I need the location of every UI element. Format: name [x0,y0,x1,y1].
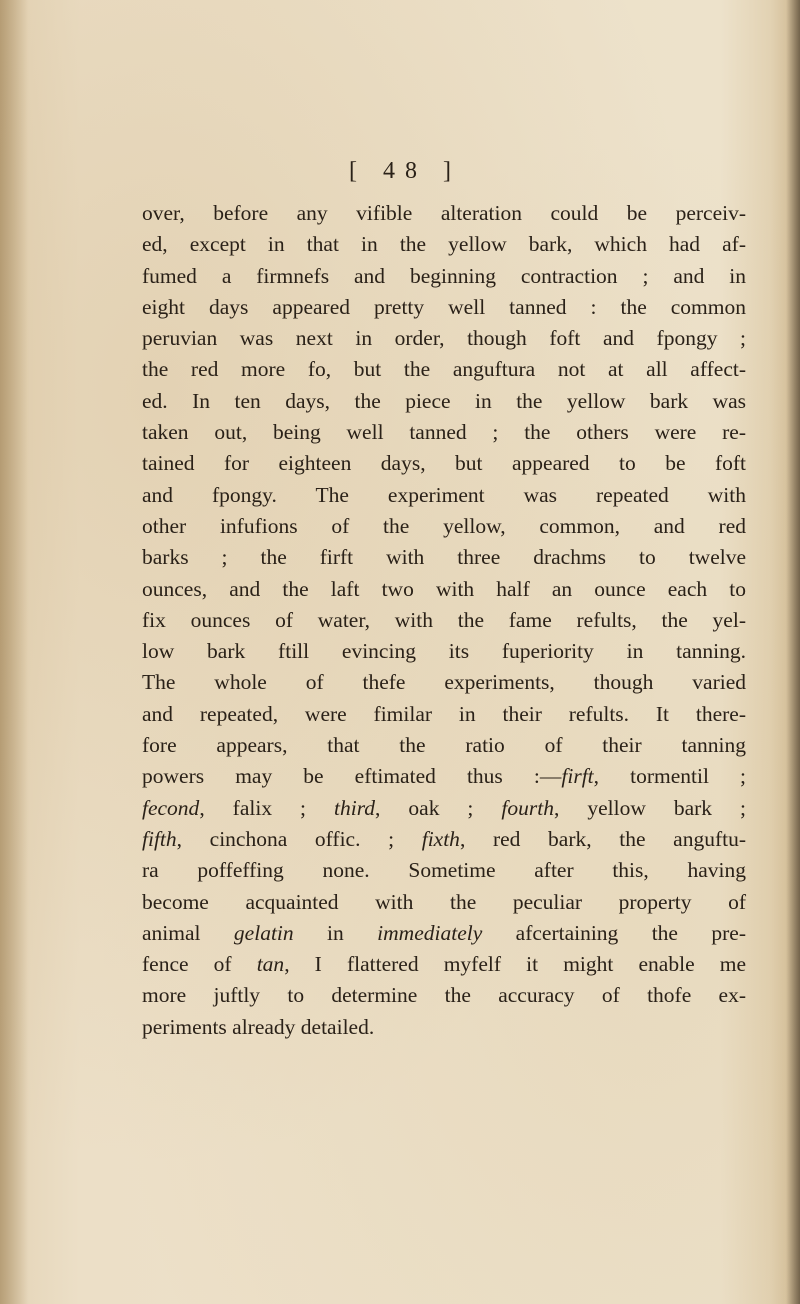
text-line [142,667,746,698]
text-run: barks ; the firft with three drachms to twelve [142,545,746,570]
italic-text: fifth [142,826,177,851]
text-run: and fpongy. The experiment was repeated with [142,482,746,507]
text-run: peruvian was next in order, though foft and fpongy ; [142,326,746,351]
text-run: , I flattered myfelf it might enable me [284,952,746,977]
text-run: , red bark, the anguftu- [459,826,746,851]
italic-text: immediately [377,920,483,945]
text-run: fore appears, that the ratio of their tanning [142,733,746,758]
text-run: animal [142,920,234,945]
text-run: afcertaining the pre- [482,920,746,945]
text-run: , falix ; [199,795,335,820]
text-line [142,918,746,949]
page-edge-shadow [786,0,800,1304]
text-run: ounces, and the laft two with half an ounce each to [142,576,746,601]
text-line [142,511,746,542]
text-line [142,605,746,636]
italic-text: fecond [142,795,200,820]
text-run: taken out, being well tanned ; the others were re- [142,420,746,445]
text-run: , tormentil ; [593,764,746,789]
italic-text: firft [561,764,594,789]
text-line [142,1012,746,1043]
text-line [142,887,746,918]
text-line [142,542,746,573]
page-number-header: [ 48 ] [349,158,461,184]
text-run: , oak ; [375,795,502,820]
text-line [142,480,746,511]
text-line [142,292,746,323]
text-run: powers may be eftimated thus :— [142,764,562,789]
text-line [142,574,746,605]
text-line [142,229,746,260]
text-line [142,699,746,730]
page-gutter-shadow [0,0,28,1304]
text-run: ra poffeffing none. Sometime after this, having [142,858,746,883]
text-line [142,949,746,980]
text-run: more juftly to determine the accuracy of thofe ex- [142,983,746,1008]
italic-text: fixth [421,826,460,851]
text-run: fence of [142,952,257,977]
text-line [142,261,746,292]
text-run: over, before any vifible alteration could be perceiv- [142,201,746,225]
text-line [142,636,746,667]
text-line [142,386,746,417]
text-run: in [293,920,378,945]
text-line [142,730,746,761]
text-run: The whole of thefe experiments, though varied [142,670,746,695]
text-run: fumed a firmnefs and beginning contraction ; and in [142,263,746,288]
text-run: fix ounces of water, with the fame refults, the yel- [142,607,746,632]
italic-text: tan [256,952,285,977]
text-line [142,793,746,824]
text-run: eight days appeared pretty well tanned : the common [142,294,746,319]
text-run: other infufions of the yellow, common, and red [142,513,746,538]
text-run: and repeated, were fimilar in their refults. It there- [142,701,746,726]
text-line [142,198,746,229]
italic-text: third [334,795,376,820]
text-run: ed. In ten days, the piece in the yellow bark was [142,388,746,413]
text-run: periments already detailed. [142,1014,375,1039]
text-run: the red more fo, but the anguftura not at all affect- [142,357,746,382]
text-line [142,855,746,886]
text-run: low bark ftill evincing its fuperiority in tanning. [142,639,746,664]
text-run: , cinchona offic. ; [176,826,422,851]
body-text [142,198,746,1043]
text-run: become acquainted with the peculiar property of [142,889,746,914]
text-line [142,980,746,1011]
text-line [142,354,746,385]
text-line [142,824,746,855]
text-line [142,761,746,792]
text-line [142,323,746,354]
text-run: ed, except in that in the yellow bark, which had af- [142,232,746,257]
italic-text: gelatin [233,920,294,945]
text-run: tained for eighteen days, but appeared to be foft [142,451,746,476]
text-line [142,448,746,479]
text-line [142,417,746,448]
text-run: , yellow bark ; [553,795,746,820]
italic-text: fourth [501,795,554,820]
